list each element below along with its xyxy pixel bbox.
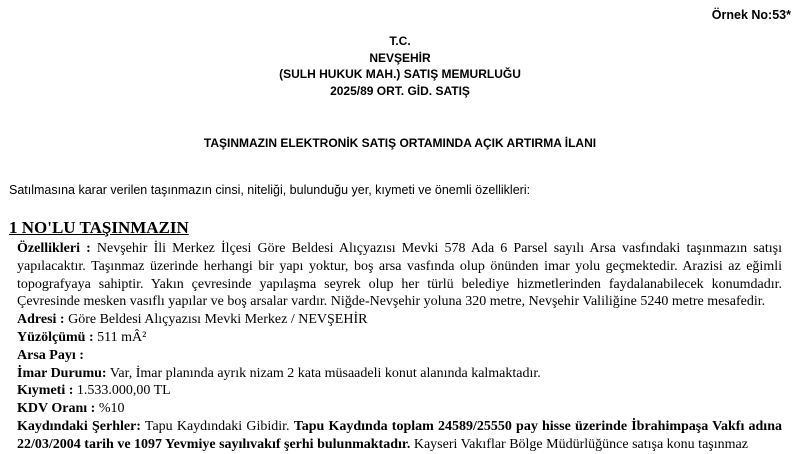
document-heading — [0, 33, 800, 99]
property-details — [17, 240, 782, 454]
detail-value: Nevşehir İli Merkez İlçesi Göre Beldesi Alıçyazısı Mevki 578 Ada 6 Parsel sayılı Arsa vasfındaki taşınmazın satışı yapılacaktır. Taşınmaz üzerinde herhangi bir yapı yoktur, boş arsa vasfında olup önünden imar yolu geçmektedir. Arazisi az eğimli topografyaya sahiptir. Yakın çevresinde yapılaşma seyrek olup her türlü belediye hizmetlerinden faydalanabilecek konumdadır. Çevresinde mesken vasıflı yapılar ve boş arsalar vardır. Niğde-Nevşehir yoluna 320 metre, Nevşehir Valiliğine 5240 metre mesafedir. — [17, 241, 782, 310]
detail-label: İmar Durumu: — [17, 365, 107, 381]
heading-line-file-no: 2025/89 ORT. GİD. SATIŞ — [330, 83, 470, 98]
detail-value: Tapu Kaydındaki Gibidir. — [140, 418, 294, 434]
detail-arsa-payi — [17, 347, 782, 365]
heading-line-office: (SULH HUKUK MAH.) SATIŞ MEMURLUĞU — [279, 67, 521, 81]
property-section-title: 1 NO'LU TAŞINMAZIN — [9, 218, 189, 237]
intro-text: Satılmasına karar verilen taşınmazın cinsi, niteliği, bulunduğu yer, kıymeti ve önemli özellikleri: — [9, 183, 531, 197]
detail-value-bold: Tapu Kaydında toplam 24589/25550 pay hisse üzerinde İbrahimpaşa Vakfı adına 22/03/2004 tarih ve 1097 Yevmiye sayılıvakıf şerhi bulunmaktadır. — [17, 418, 782, 452]
announcement-title: TAŞINMAZIN ELEKTRONİK SATIŞ ORTAMINDA AÇIK ARTIRMA İLANI — [203, 136, 597, 150]
detail-kdv — [17, 400, 782, 418]
detail-label: Arsa Payı : — [17, 347, 84, 363]
detail-value: Var, İmar planında ayrık nizam 2 kata müsaadeli konut alanında kalmaktadır. — [106, 365, 541, 381]
detail-serhler — [17, 418, 782, 454]
detail-adresi — [17, 311, 782, 329]
detail-value: 511 mÂ² — [93, 329, 147, 345]
detail-label: Özellikleri : — [17, 241, 91, 256]
detail-yuzolcumu — [17, 329, 782, 347]
detail-value: %10 — [95, 401, 125, 417]
sample-number: Örnek No:53* — [711, 8, 791, 22]
detail-value: Göre Beldesi Alıçyazısı Mevki Merkez / NEVŞEHİR — [64, 312, 368, 328]
detail-label: Yüzölçümü : — [17, 329, 94, 345]
detail-ozellikleri — [17, 240, 782, 311]
detail-label: KDV Oranı : — [17, 401, 96, 417]
heading-line-tc: T.C. — [389, 34, 411, 48]
detail-value: 1.533.000,00 TL — [73, 383, 171, 399]
heading-line-city: NEVŞEHİR — [369, 50, 431, 65]
detail-label: Kaydındaki Şerhler: — [17, 418, 141, 434]
detail-imar — [17, 365, 782, 383]
detail-label: Kıymeti : — [17, 383, 74, 399]
detail-label: Adresi : — [17, 312, 65, 328]
detail-value-continued: Kayseri Vakıflar Bölge Müdürlüğünce satışa konu taşınmaz — [410, 436, 748, 452]
detail-kiymeti — [17, 382, 782, 400]
